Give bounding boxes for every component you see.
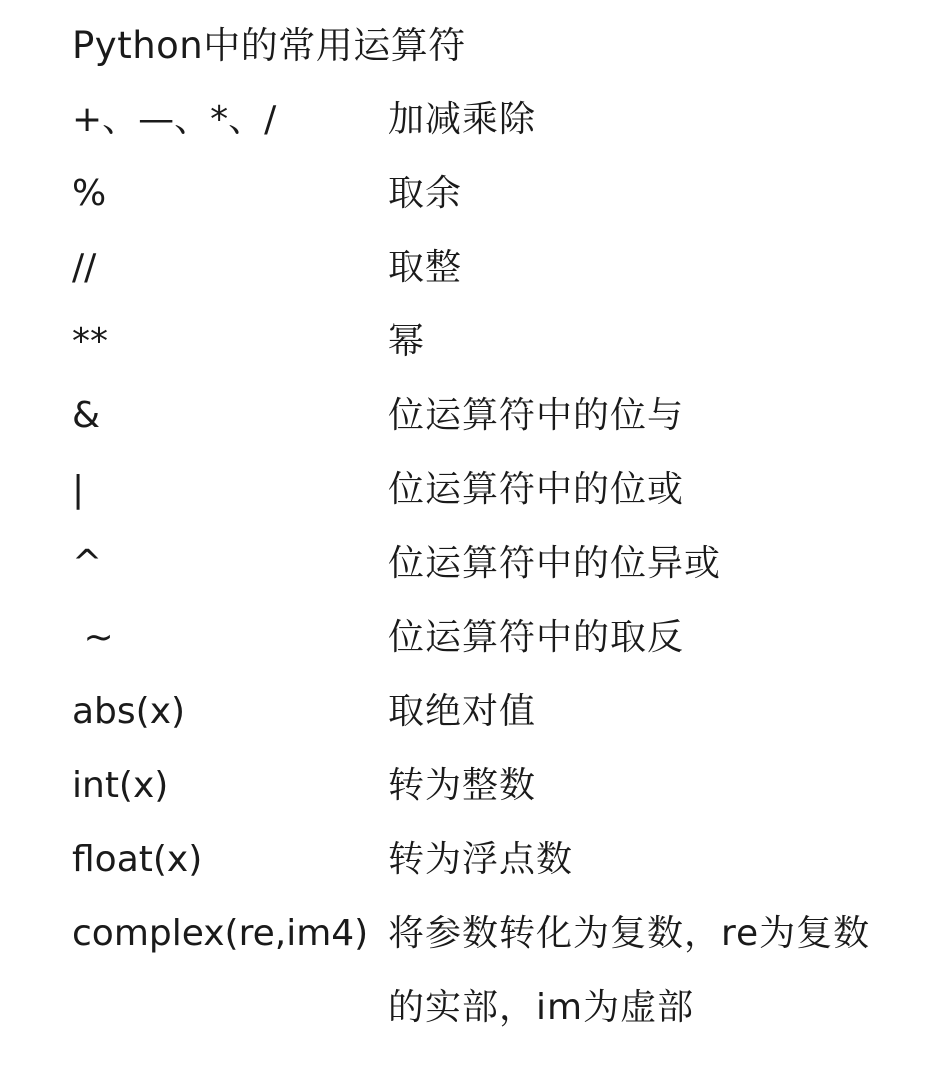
operator-symbol: abs(x) [72, 691, 186, 732]
operator-description: 转为整数 [388, 765, 537, 806]
table-row [72, 832, 912, 906]
operator-symbol: % [72, 173, 107, 214]
operator-symbol: ** [72, 321, 108, 362]
table-row [72, 240, 912, 314]
table-row [72, 462, 912, 536]
operator-symbol: & [72, 395, 101, 436]
operator-document [72, 18, 912, 1045]
operator-description: 取绝对值 [388, 691, 537, 732]
operator-symbol: // [72, 247, 97, 288]
table-row [72, 536, 912, 610]
operator-description: 取整 [388, 247, 463, 288]
operator-description: 位运算符中的取反 [388, 617, 685, 658]
operator-description: 位运算符中的位与 [388, 395, 685, 436]
operator-description: 位运算符中的位或 [388, 469, 685, 510]
operator-symbol: int(x) [72, 765, 169, 806]
table-row [72, 610, 912, 684]
table-row [72, 758, 912, 832]
table-row [72, 314, 912, 388]
operator-description: 将参数转化为复数，re为复数的实部，im为虚部 [388, 913, 871, 1028]
operator-description: 转为浮点数 [388, 839, 574, 880]
operator-symbol: ^ [72, 543, 103, 584]
operator-description: 幂 [388, 321, 426, 362]
operator-symbol: ~ [72, 617, 114, 658]
operator-description: 加减乘除 [388, 99, 537, 140]
table-row [72, 906, 912, 1045]
table-row [72, 388, 912, 462]
operator-description: 取余 [388, 173, 463, 214]
page-title: Python中的常用运算符 [72, 24, 466, 67]
operator-description: 位运算符中的位异或 [388, 543, 722, 584]
operator-symbol: | [72, 469, 85, 510]
operator-symbol: float(x) [72, 839, 203, 880]
table-row [72, 166, 912, 240]
operator-symbol: +、—、*、/ [72, 99, 277, 140]
operator-symbol: complex(re,im4) [72, 913, 369, 954]
table-row [72, 92, 912, 166]
operator-table [72, 92, 912, 1045]
table-row [72, 684, 912, 758]
